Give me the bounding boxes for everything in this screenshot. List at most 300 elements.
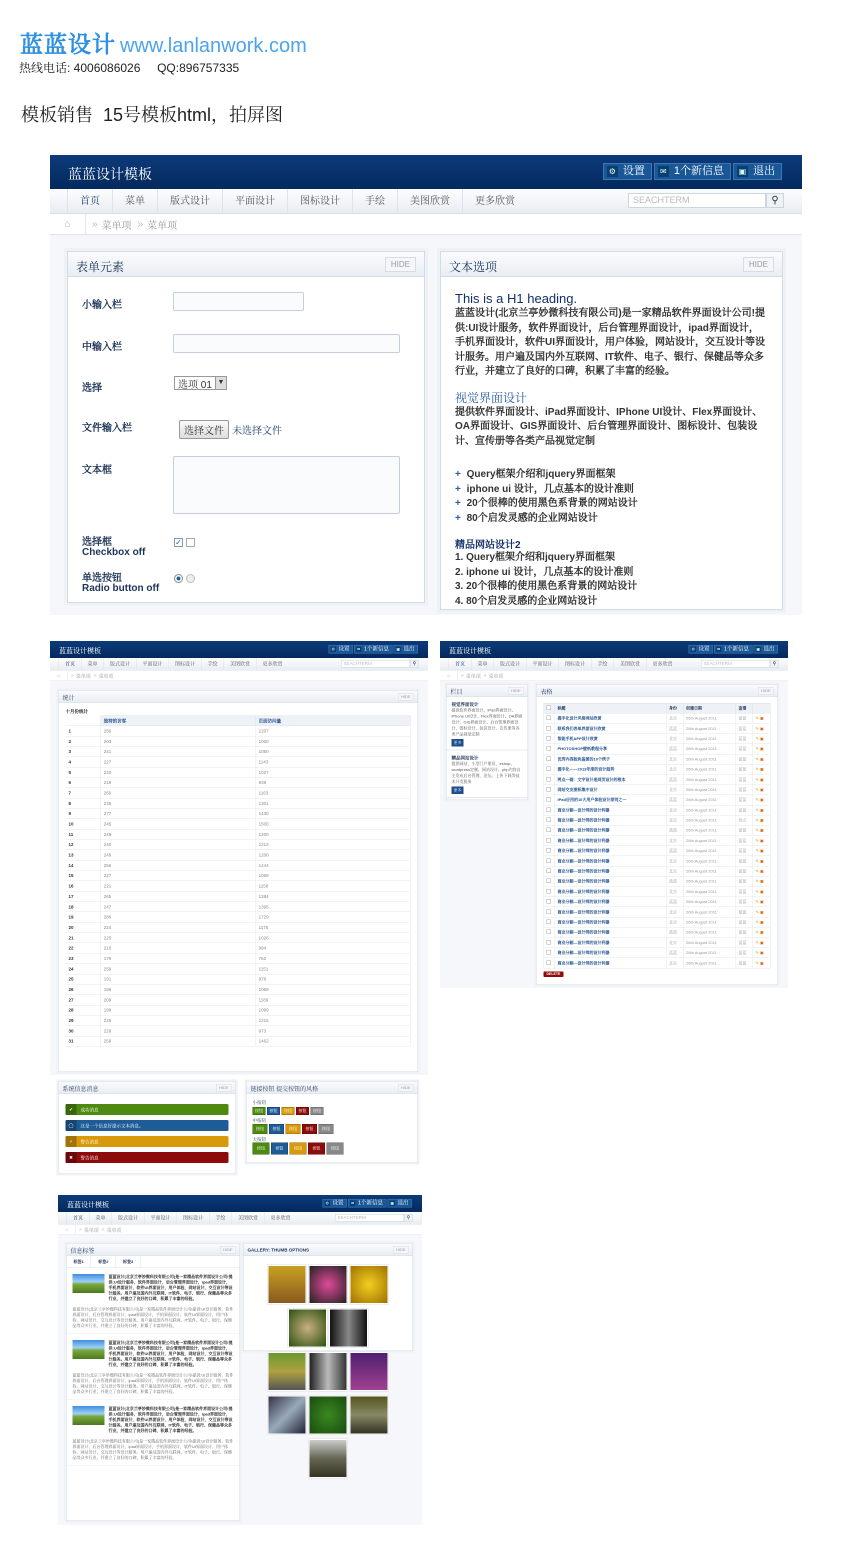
gallery-thumbnail-blue-glass[interactable]: [268, 1396, 307, 1435]
bullet-item[interactable]: + Query框架介绍和jquery界面框架: [455, 468, 768, 483]
delete-icon[interactable]: ▣: [760, 950, 764, 956]
search-input[interactable]: SEACHTERM: [335, 1214, 404, 1222]
nav-item[interactable]: 图标设计: [177, 1212, 210, 1224]
cell: 25: [66, 974, 101, 984]
search-input[interactable]: SEACHTERM: [341, 660, 410, 668]
sample-button[interactable]: 按钮: [253, 1124, 268, 1134]
row-title[interactable]: 握手化——2013年度的设计趋势: [555, 764, 666, 774]
row-title[interactable]: 商业分割—设计师的设计利器: [555, 846, 666, 856]
edit-icon[interactable]: ✎: [755, 767, 759, 772]
edit-icon[interactable]: ✎: [755, 797, 759, 803]
row-date: 26th August 2011: [683, 907, 735, 917]
table-row: [544, 734, 771, 744]
nav-item[interactable]: 菜单: [471, 658, 494, 670]
hide-button[interactable]: HIDE: [508, 687, 524, 695]
row-title[interactable]: 商业分割—设计师的设计利器: [555, 825, 666, 835]
delete-icon[interactable]: ▣: [760, 756, 764, 762]
paragraph: 蓝蓝设计(北京兰亭妙微科技有限公司)是一家精品软件界面设计公司!提供:UI设计服务，软件界面设计，后台管理界面设计，ipad界面设计，手机界面设计，软件UI界面设计，用户体验，网站设计，交互设计等设计服务。用户遍及国内外互联网、IT软件、电子、银行、保健品等众多行业，并建立了良好的口碑，积累了丰富的经验。: [67, 1437, 240, 1467]
gallery-thumbnail-purple-lights[interactable]: [350, 1352, 389, 1391]
nav-item[interactable]: 菜单: [89, 1212, 112, 1224]
edit-icon[interactable]: ✎: [755, 950, 759, 956]
row-view: 蓝蓝: [736, 713, 753, 723]
checkbox[interactable]: [186, 538, 195, 547]
bullet-item[interactable]: + iphone ui 设计，几点基本的设计准则: [455, 483, 768, 498]
search-input[interactable]: SEACHTERM: [701, 660, 770, 668]
bullet-list: [455, 468, 768, 526]
label: 选择框: [82, 537, 112, 548]
row-checkbox[interactable]: [547, 756, 552, 761]
hide-button[interactable]: HIDE: [216, 1084, 232, 1092]
message-icon: ⚡: [66, 1136, 77, 1147]
delete-icon[interactable]: ▣: [760, 879, 764, 884]
nav-item[interactable]: 平面设计: [144, 1212, 177, 1224]
delete-icon[interactable]: ▣: [760, 920, 764, 925]
sample-button[interactable]: 按钮: [282, 1107, 295, 1115]
home-icon[interactable]: ⌂: [50, 670, 68, 681]
breadcrumb-item[interactable]: 菜单项: [106, 1227, 122, 1234]
delete-button[interactable]: DELETE: [544, 971, 564, 977]
cell: 179: [101, 953, 256, 963]
row-title[interactable]: 商业分割—设计师的设计利器: [555, 917, 666, 927]
select-all-checkbox[interactable]: [547, 706, 552, 711]
row-checkbox[interactable]: [547, 828, 552, 833]
row-checkbox[interactable]: [547, 940, 552, 945]
messages-button[interactable]: [348, 1199, 387, 1208]
edit-icon[interactable]: ✎: [755, 756, 759, 762]
sample-button[interactable]: 按钮: [296, 1107, 309, 1115]
row-checkbox[interactable]: [547, 848, 552, 853]
breadcrumb-item[interactable]: 菜单项: [75, 673, 91, 680]
sample-button[interactable]: 按钮: [286, 1124, 301, 1134]
row-checkbox[interactable]: [547, 818, 552, 823]
more-button[interactable]: 更多: [453, 788, 462, 793]
gallery-thumbnail-green-parrot[interactable]: [309, 1396, 348, 1435]
select-dropdown[interactable]: [174, 376, 227, 390]
button-group-label: 大按钮: [252, 1137, 267, 1142]
message-bar: [66, 1152, 229, 1163]
edit-icon[interactable]: ✎: [755, 736, 759, 741]
row-view: 蓝蓝: [736, 887, 753, 897]
messages-label: 1个新信息: [357, 1200, 383, 1206]
row-view: 蓝蓝: [736, 785, 753, 795]
gallery-thumbnail-autumn-path[interactable]: [268, 1265, 307, 1304]
delete-icon[interactable]: ▣: [760, 889, 764, 894]
nav-item[interactable]: 版式设计: [157, 189, 222, 213]
row-title[interactable]: 智能手机APP设计欣赏: [555, 734, 666, 744]
nav-item[interactable]: 图标设计: [169, 658, 202, 670]
nav-item[interactable]: 图标设计: [287, 189, 352, 213]
nav-item[interactable]: 手绘: [201, 658, 224, 670]
edit-icon[interactable]: ✎: [755, 716, 759, 721]
cell: 225: [101, 933, 256, 943]
panel-title: 链接按钮 提交按钮的风格: [250, 1085, 319, 1093]
row-title[interactable]: 优秀内容版块鉴赏的10个例子: [555, 754, 666, 764]
cell: 227: [101, 757, 256, 767]
cell: 5: [66, 767, 101, 777]
edit-icon[interactable]: ✎: [755, 889, 759, 894]
nav-item[interactable]: 美图欣赏: [614, 658, 647, 670]
logout-button[interactable]: [388, 1199, 413, 1208]
edit-icon[interactable]: ✎: [755, 838, 759, 843]
row-title[interactable]: 商业分割—设计师的设计利器: [555, 856, 666, 866]
row-title[interactable]: 握手化设计风格网站欣赏: [555, 713, 666, 723]
row-identity: 蓝蓝: [666, 774, 683, 784]
logout-button[interactable]: [733, 163, 782, 180]
settings-button[interactable]: [328, 645, 353, 654]
more-button[interactable]: 更多: [453, 740, 462, 745]
row-checkbox[interactable]: [547, 909, 552, 914]
page-title: 模板销售 15号模板html，拍屏图: [21, 105, 284, 125]
row-checkbox[interactable]: [547, 807, 552, 812]
hide-button[interactable]: HIDE: [398, 693, 414, 701]
hide-button[interactable]: HIDE: [398, 1084, 414, 1092]
gallery-thumbnail-stone-steps[interactable]: [309, 1439, 348, 1478]
row-checkbox[interactable]: [547, 858, 552, 863]
search-icon[interactable]: ⚲: [404, 1214, 413, 1222]
row-title[interactable]: PHOTOSHOP壁纸教程分享: [555, 744, 666, 754]
column-header[interactable]: 身份: [666, 703, 683, 713]
logout-label: 退出: [763, 646, 775, 652]
nav-item[interactable]: 版式设计: [104, 658, 137, 670]
sample-button[interactable]: 按钮: [302, 1124, 317, 1134]
row-title[interactable]: 商业分割—设计师的设计利器: [555, 958, 666, 968]
table-row: [66, 1015, 411, 1025]
section-heading: 精品网站设计: [451, 755, 479, 761]
edit-icon[interactable]: ✎: [755, 960, 759, 966]
radio[interactable]: [186, 574, 195, 583]
row-checkbox[interactable]: [547, 797, 552, 802]
delete-icon[interactable]: ▣: [760, 787, 764, 792]
nav-item[interactable]: 菜单: [112, 189, 157, 213]
home-icon[interactable]: ⌂: [58, 1224, 76, 1235]
sample-button[interactable]: 按钮: [253, 1107, 266, 1115]
bullet-item[interactable]: + 80个启发灵感的企业网站设计: [455, 512, 768, 527]
delete-icon[interactable]: ▣: [760, 940, 764, 945]
delete-icon[interactable]: ▣: [760, 797, 764, 803]
app-header: [58, 1195, 422, 1212]
tab[interactable]: 标签2: [91, 1256, 116, 1268]
gallery-thumbnail-pink-flower[interactable]: [309, 1265, 348, 1304]
edit-icon[interactable]: ✎: [755, 777, 759, 782]
cell: 1462: [255, 1036, 410, 1046]
delete-icon[interactable]: ▣: [760, 767, 764, 772]
hide-button[interactable]: HIDE: [743, 257, 774, 272]
row-title[interactable]: 商业分割—设计师的设计利器: [555, 836, 666, 846]
row-checkbox[interactable]: [547, 777, 552, 782]
edit-icon[interactable]: ✎: [755, 787, 759, 792]
message-text: 警告消息: [80, 1139, 99, 1145]
row-title[interactable]: iPad应用的10大用户体验设计原则之一: [555, 795, 666, 805]
row-identity: 蓝蓝: [666, 825, 683, 835]
file-status: 未选择文件: [232, 426, 282, 437]
sample-button[interactable]: 按钮: [319, 1124, 334, 1134]
row-view: 蓝蓝: [736, 938, 753, 948]
textarea[interactable]: [173, 456, 400, 514]
delete-icon[interactable]: ▣: [760, 858, 764, 864]
cell: 256: [101, 726, 256, 736]
row-identity: 北京: [666, 815, 683, 825]
table-row: [66, 995, 411, 1005]
row-title[interactable]: 商业分割—设计师的设计利器: [555, 948, 666, 958]
column-header[interactable]: 创建日期: [683, 703, 735, 713]
form-elements-panel: [67, 251, 425, 603]
edit-icon[interactable]: ✎: [755, 879, 759, 884]
nav-item[interactable]: 手绘: [352, 189, 397, 213]
logout-button[interactable]: [754, 645, 779, 654]
cell: 1158: [255, 881, 410, 891]
nav-item[interactable]: 菜单: [81, 658, 104, 670]
row-title[interactable]: 商业分割—设计师的设计利器: [555, 876, 666, 886]
delete-icon[interactable]: ▣: [760, 777, 764, 782]
row-checkbox[interactable]: [547, 787, 552, 792]
edit-icon[interactable]: ✎: [755, 899, 759, 905]
contact-line: [19, 59, 239, 76]
hide-button[interactable]: HIDE: [385, 257, 416, 272]
row-checkbox[interactable]: [547, 889, 552, 894]
delete-icon[interactable]: ▣: [760, 818, 764, 823]
row-title[interactable]: 商业分割—设计师的设计利器: [555, 897, 666, 907]
nav-item[interactable]: 首页: [67, 189, 112, 213]
breadcrumb-item[interactable]: 菜单项: [98, 673, 114, 680]
row-checkbox[interactable]: [547, 838, 552, 843]
statistics-screenshot: [50, 641, 428, 1176]
edit-icon[interactable]: ✎: [755, 807, 759, 813]
row-title[interactable]: 商业分割—设计师的设计利器: [555, 927, 666, 937]
nav-item[interactable]: 更多欣赏: [462, 189, 527, 213]
home-icon[interactable]: ⌂: [50, 214, 86, 235]
table-row: [544, 958, 771, 968]
table-row: [544, 764, 771, 774]
nav-item[interactable]: 手绘: [209, 1212, 232, 1224]
tab[interactable]: 标签3: [116, 1256, 141, 1268]
cell: 221: [101, 881, 256, 891]
messages-button[interactable]: [654, 163, 731, 180]
breadcrumb-item[interactable]: 菜单项: [83, 1227, 99, 1234]
nav-item[interactable]: 首页: [67, 1212, 90, 1224]
nav-item[interactable]: 美图欣赏: [232, 1212, 265, 1224]
nav-item[interactable]: 平面设计: [222, 189, 287, 213]
tab[interactable]: 标签1: [67, 1256, 92, 1268]
breadcrumb-item[interactable]: 菜单项: [465, 673, 481, 680]
delete-icon[interactable]: ▣: [760, 930, 764, 935]
nav-item[interactable]: 更多欣赏: [256, 658, 289, 670]
edit-icon[interactable]: ✎: [755, 726, 759, 731]
nav-item[interactable]: 平面设计: [526, 658, 559, 670]
choose-file-button[interactable]: 选择文件: [179, 420, 229, 439]
row-checkbox[interactable]: [547, 726, 552, 731]
search-icon[interactable]: ⚲: [410, 660, 419, 668]
sample-button[interactable]: 按钮: [253, 1143, 270, 1155]
row-view: 蓝蓝: [736, 754, 753, 764]
nav-item[interactable]: 图标设计: [559, 658, 592, 670]
delete-icon[interactable]: ▣: [760, 899, 764, 905]
nav-item[interactable]: 版式设计: [494, 658, 527, 670]
bullet-item[interactable]: + 20个很棒的使用黑色系背景的网站设计: [455, 497, 768, 512]
delete-icon[interactable]: ▣: [760, 746, 764, 752]
table-row: [66, 840, 411, 850]
message-text: 警告消息: [80, 1155, 99, 1161]
sample-button[interactable]: 按钮: [308, 1143, 325, 1155]
row-view: 蓝蓝: [736, 774, 753, 784]
settings-label: 设置: [698, 646, 710, 652]
breadcrumb-item[interactable]: 菜单项: [101, 220, 132, 232]
edit-icon[interactable]: ✎: [755, 920, 759, 925]
edit-icon[interactable]: ✎: [755, 858, 759, 864]
table-row: [66, 798, 411, 808]
messages-button[interactable]: [354, 645, 393, 654]
sample-button[interactable]: 按钮: [269, 1124, 284, 1134]
delete-icon[interactable]: ▣: [760, 848, 764, 854]
message-text: 这是一个信息好提示文本消息。: [80, 1123, 144, 1129]
nav-item[interactable]: 版式设计: [112, 1212, 145, 1224]
search-input[interactable]: SEACHTERM: [628, 193, 766, 208]
delete-icon[interactable]: ▣: [760, 869, 764, 874]
nav-item[interactable]: 平面设计: [136, 658, 169, 670]
breadcrumb-item[interactable]: 菜单项: [488, 673, 504, 680]
item-text: 蓝蓝设计(北京兰亭妙微科技有限公司)是一家精品软件界面设计公司!提供:UI设计服务，软件界面设计，后台管理界面设计，ipad界面设计，手机界面设计，软件UI界面设计，用户体验，网站设计，交互设计等设计服务。用户遍及国内外互联网、IT软件、电子、银行、保健品等众多行业，并建立了良好的口碑，积累了丰富的经验。: [108, 1340, 233, 1367]
row-title[interactable]: 网站交友图标集中设计: [555, 785, 666, 795]
nav-item[interactable]: 首页: [59, 658, 82, 670]
row-checkbox[interactable]: [547, 920, 552, 925]
edit-icon[interactable]: ✎: [755, 818, 759, 823]
landscape-thumbnail: [73, 1406, 105, 1425]
cell: 246: [101, 850, 256, 860]
row-identity: 北京: [666, 836, 683, 846]
sample-button[interactable]: 按钮: [290, 1143, 307, 1155]
row-checkbox[interactable]: [547, 716, 552, 721]
table-row: [544, 846, 771, 856]
row-checkbox[interactable]: [547, 950, 552, 955]
edit-icon[interactable]: ✎: [755, 828, 759, 833]
delete-icon[interactable]: ▣: [760, 736, 764, 741]
search-icon[interactable]: ⚲: [766, 193, 784, 208]
row-checkbox[interactable]: [547, 960, 552, 965]
sample-button[interactable]: 按钮: [327, 1143, 344, 1155]
cell: 13: [66, 850, 101, 860]
gallery-thumbnail-dark-corridor[interactable]: [329, 1309, 368, 1348]
settings-button[interactable]: [688, 645, 713, 654]
breadcrumb-item[interactable]: 菜单项: [147, 220, 178, 232]
logo-url[interactable]: www.lanlanwork.com: [120, 35, 307, 57]
row-checkbox[interactable]: [547, 899, 552, 904]
sample-button[interactable]: 按钮: [271, 1143, 288, 1155]
nav-item[interactable]: 美图欣赏: [224, 658, 257, 670]
medium-input[interactable]: [173, 334, 400, 353]
row-checkbox[interactable]: [547, 746, 552, 751]
row-title[interactable]: 商业分割—设计师的设计利器: [555, 907, 666, 917]
delete-icon[interactable]: ▣: [760, 726, 764, 731]
data-table: [544, 703, 771, 968]
cell: 22: [66, 943, 101, 953]
messages-label: 1个新信息: [723, 646, 749, 652]
row-checkbox[interactable]: [547, 767, 552, 772]
logout-button[interactable]: [394, 645, 419, 654]
row-title[interactable]: 联系我们表单界面设计欣赏: [555, 723, 666, 733]
message-bar: [66, 1104, 229, 1115]
cell: 220: [101, 767, 256, 777]
statistics-panel: [58, 690, 418, 1072]
row-checkbox[interactable]: [547, 930, 552, 935]
row-title[interactable]: 两点一画：文字设计是网页设计的根本: [555, 774, 666, 784]
breadcrumb: ⌂ » 菜单项 » 菜单项: [50, 214, 802, 235]
h1-heading: This is a H1 heading.: [455, 291, 578, 306]
row-title[interactable]: 商业分割—设计师的设计利器: [555, 887, 666, 897]
column-header[interactable]: 标题: [555, 703, 666, 713]
label: 选择: [82, 383, 102, 394]
edit-icon[interactable]: ✎: [755, 909, 759, 915]
small-input[interactable]: [173, 292, 304, 311]
sample-button[interactable]: 按钮: [311, 1107, 324, 1115]
column-header[interactable]: 查看: [736, 703, 753, 713]
nav-item[interactable]: 手绘: [591, 658, 614, 670]
hide-button[interactable]: HIDE: [758, 687, 774, 695]
delete-icon[interactable]: ▣: [760, 838, 764, 843]
qq: QQ:896757335: [157, 61, 240, 75]
sample-button[interactable]: 按钮: [267, 1107, 280, 1115]
row-title[interactable]: 商业分割—设计师的设计利器: [555, 815, 666, 825]
gallery-thumbnail-metal-parts[interactable]: [350, 1396, 389, 1435]
row-date: 26th August 2011: [683, 927, 735, 937]
row-title[interactable]: 商业分割—设计师的设计利器: [555, 938, 666, 948]
gallery-thumbnail-sunflower[interactable]: [350, 1265, 389, 1304]
settings-label: 设置: [622, 165, 645, 177]
system-messages-panel: [58, 1081, 236, 1174]
row-checkbox[interactable]: [547, 879, 552, 884]
cell: 11: [66, 829, 101, 839]
messages-button[interactable]: [714, 645, 753, 654]
row-identity: 蓝蓝: [666, 795, 683, 805]
delete-icon[interactable]: ▣: [760, 807, 764, 813]
settings-button[interactable]: [322, 1199, 347, 1208]
delete-icon[interactable]: ▣: [760, 909, 764, 915]
home-icon[interactable]: ⌂: [440, 670, 458, 681]
delete-icon[interactable]: ▣: [760, 960, 764, 966]
hide-button[interactable]: HIDE: [220, 1246, 236, 1254]
cell: 259: [101, 964, 256, 974]
row-view: 蓝蓝: [736, 897, 753, 907]
radio-selected[interactable]: [174, 574, 183, 583]
message-icon: ✖: [66, 1152, 77, 1163]
nav-item[interactable]: 更多欣赏: [264, 1212, 297, 1224]
delete-icon[interactable]: ▣: [760, 716, 764, 721]
gallery-thumbnail-butterfly[interactable]: [288, 1309, 327, 1348]
checkbox-checked[interactable]: ✓: [175, 538, 182, 547]
settings-button[interactable]: [603, 163, 652, 180]
edit-icon[interactable]: ✎: [755, 940, 759, 945]
row-checkbox[interactable]: [547, 736, 552, 741]
row-title[interactable]: 商业分割—设计师的设计利器: [555, 805, 666, 815]
column-header: 页面访问量: [255, 716, 410, 726]
edit-icon[interactable]: ✎: [755, 869, 759, 874]
gallery-thumbnail-bw-rails[interactable]: [309, 1352, 348, 1391]
cell: 225: [101, 1015, 256, 1025]
cell: 1027: [255, 767, 410, 777]
table-row: [66, 922, 411, 932]
search-icon[interactable]: ⚲: [770, 660, 779, 668]
edit-icon[interactable]: ✎: [755, 930, 759, 935]
nav-item[interactable]: 更多欣赏: [646, 658, 679, 670]
edit-icon[interactable]: ✎: [755, 848, 759, 854]
row-checkbox[interactable]: [547, 869, 552, 874]
gallery-thumbnail-country-road[interactable]: [268, 1352, 307, 1391]
row-title[interactable]: 商业分割—设计师的设计利器: [555, 866, 666, 876]
delete-icon[interactable]: ▣: [760, 828, 764, 833]
mail-icon: ✉: [658, 166, 669, 177]
nav-item[interactable]: 首页: [449, 658, 472, 670]
edit-icon[interactable]: ✎: [755, 746, 759, 752]
nav-item[interactable]: 美图欣赏: [397, 189, 462, 213]
hide-button[interactable]: HIDE: [393, 1246, 409, 1254]
